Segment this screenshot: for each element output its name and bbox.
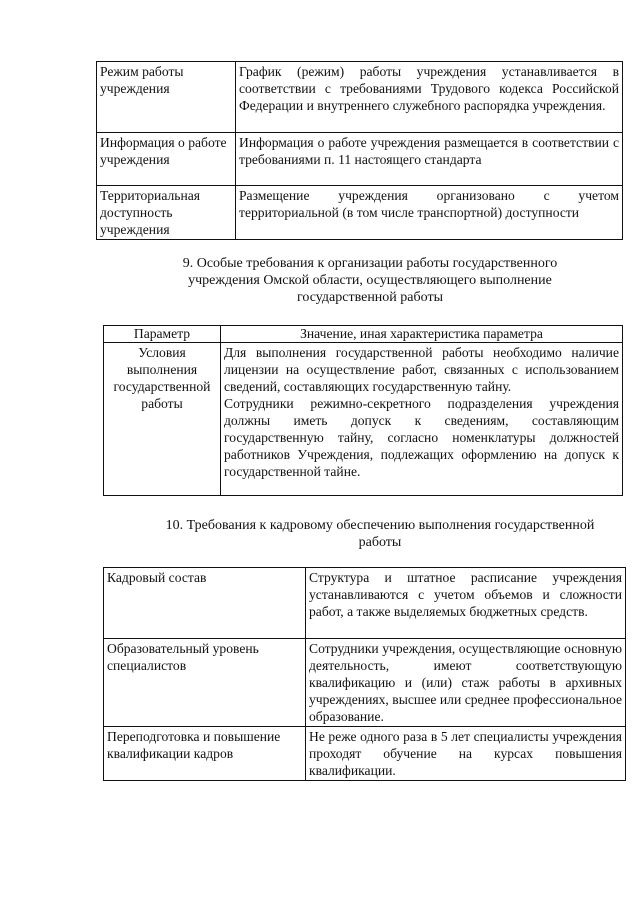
- table-row: [104, 568, 626, 639]
- value-cell: Сотрудники учреждения, осуществляющие основную деятельность, имеют соответствующую квалификацию и (или) стаж работы в архивных учреждениях, высшее или среднее профессиональное образование.: [306, 639, 626, 727]
- value-paragraph-1: Для выполнения государственной работы необходимо наличие лицензии на осуществление работ, связанных с использованием сведений, составляющих государственную тайну.: [224, 345, 619, 394]
- param-cell: Условия выполнения государственной работы: [104, 343, 221, 496]
- table-2: [103, 325, 623, 496]
- param-cell: Кадровый состав: [104, 568, 306, 639]
- value-cell: Структура и штатное расписание учреждения устанавливаются с учетом объемов и сложности работ, а также выделяемых бюджетных средств.: [306, 568, 626, 639]
- value-cell: Не реже одного раза в 5 лет специалисты учреждения проходят обучение на курсах повышения квалификации.: [306, 727, 626, 781]
- table-row: [104, 727, 626, 781]
- column-header-value: Значение, иная характеристика параметра: [221, 326, 623, 343]
- param-cell: Информация о работе учреждения: [97, 133, 236, 186]
- param-cell: Территориальная доступность учреждения: [97, 186, 236, 240]
- table-row: [97, 186, 623, 240]
- table-row: [97, 133, 623, 186]
- value-cell: График (режим) работы учреждения устанавливается в соответствии с требованиями Трудового кодекса Российской Федерации и внутреннего служебного распорядка учреждения.: [236, 62, 623, 133]
- value-cell: Информация о работе учреждения размещается в соответствии с требованиями п. 11 настоящего стандарта: [236, 133, 623, 186]
- table-1: [96, 61, 623, 240]
- value-cell: [221, 343, 623, 496]
- section-10-heading: 10. Требования к кадровому обеспечению выполнения государственной работы: [165, 518, 595, 550]
- section-9-heading: 9. Особые требования к организации работы государственного учреждения Омской области, осуществляющего выполнение государственной работы: [182, 256, 558, 305]
- table-3: [103, 567, 626, 781]
- table-row: [104, 343, 623, 496]
- table-row: [97, 62, 623, 133]
- param-cell: Режим работы учреждения: [97, 62, 236, 133]
- value-paragraph-2: Сотрудники режимно-секретного подразделения учреждения должны иметь допуск к сведениям, составляющим государственную тайну, согласно номенклатуры должностей работников Учреждения, подлежащих оформлению на допуск к государственной тайне.: [224, 396, 619, 479]
- value-cell: Размещение учреждения организовано с учетом территориальной (в том числе транспортной) доступности: [236, 186, 623, 240]
- param-cell: Образовательный уровень специалистов: [104, 639, 306, 727]
- table-row: [104, 639, 626, 727]
- column-header-param: Параметр: [104, 326, 221, 343]
- table-header-row: [104, 326, 623, 343]
- param-cell: Переподготовка и повышение квалификации кадров: [104, 727, 306, 781]
